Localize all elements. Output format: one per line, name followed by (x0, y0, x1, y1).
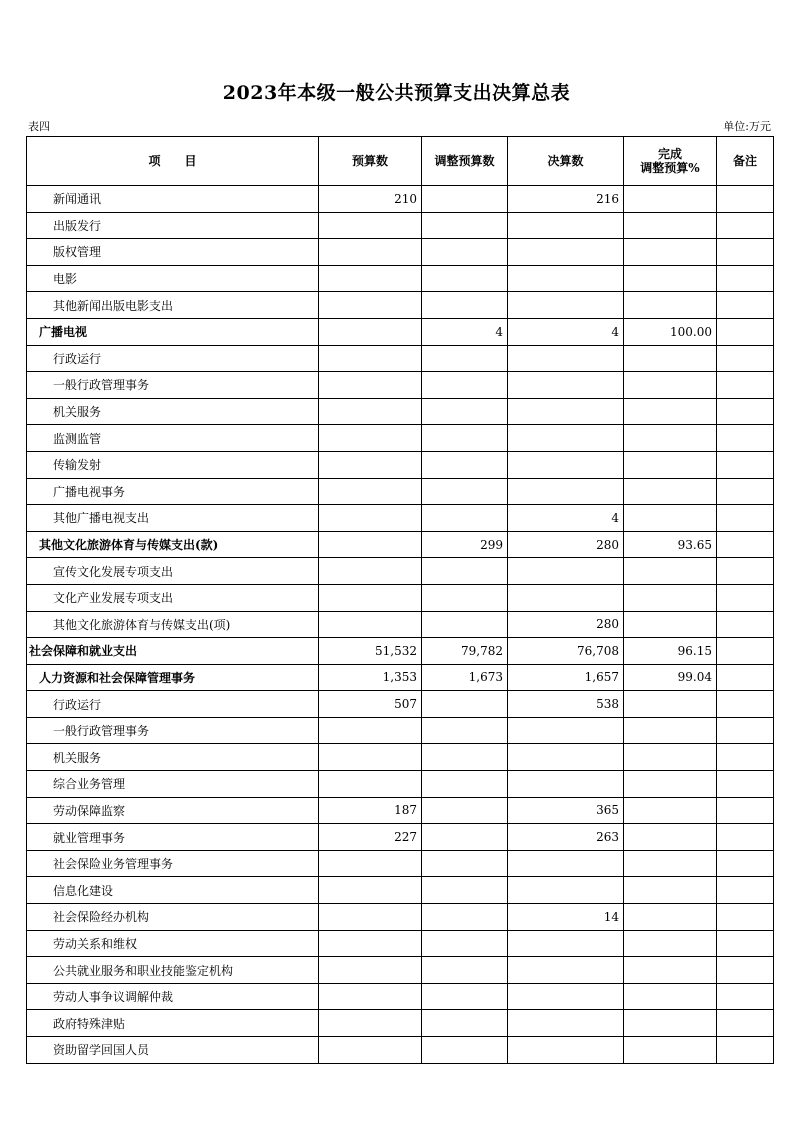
cell-budget: 51,532 (319, 638, 422, 665)
cell-budget (319, 345, 422, 372)
cell-completion-pct (624, 425, 717, 452)
cell-item-name: 其他文化旅游体育与传媒支出(款) (27, 531, 319, 558)
cell-final (508, 584, 624, 611)
cell-item-name: 监测监管 (27, 425, 319, 452)
cell-completion-pct (624, 957, 717, 984)
cell-budget (319, 877, 422, 904)
cell-budget (319, 318, 422, 345)
cell-completion-pct (624, 983, 717, 1010)
cell-adjusted-budget (422, 824, 508, 851)
table-row (27, 638, 774, 665)
cell-final: 1,657 (508, 664, 624, 691)
cell-final: 538 (508, 691, 624, 718)
cell-budget (319, 425, 422, 452)
cell-final (508, 451, 624, 478)
cell-item-name: 电影 (27, 265, 319, 292)
cell-budget: 210 (319, 186, 422, 213)
cell-item-name: 公共就业服务和职业技能鉴定机构 (27, 957, 319, 984)
table-row (27, 212, 774, 239)
unit-label: 单位:万元 (723, 120, 771, 133)
cell-completion-pct (624, 239, 717, 266)
cell-final (508, 877, 624, 904)
cell-item-name: 劳动保障监察 (27, 797, 319, 824)
cell-final (508, 425, 624, 452)
cell-adjusted-budget (422, 957, 508, 984)
table-row (27, 292, 774, 319)
cell-item-name: 机关服务 (27, 398, 319, 425)
cell-item-name: 人力资源和社会保障管理事务 (27, 664, 319, 691)
cell-item-name: 社会保险经办机构 (27, 904, 319, 931)
cell-completion-pct (624, 904, 717, 931)
cell-completion-pct: 93.65 (624, 531, 717, 558)
table-row (27, 398, 774, 425)
table-row (27, 531, 774, 558)
cell-item-name: 宣传文化发展专项支出 (27, 558, 319, 585)
cell-item-name: 文化产业发展专项支出 (27, 584, 319, 611)
cell-budget (319, 904, 422, 931)
cell-item-name: 广播电视事务 (27, 478, 319, 505)
cell-item-name: 行政运行 (27, 345, 319, 372)
cell-item-name: 版权管理 (27, 239, 319, 266)
cell-note (717, 265, 774, 292)
cell-adjusted-budget: 79,782 (422, 638, 508, 665)
cell-budget (319, 1037, 422, 1064)
cell-budget: 1,353 (319, 664, 422, 691)
cell-item-name: 信息化建设 (27, 877, 319, 904)
cell-adjusted-budget (422, 691, 508, 718)
cell-note (717, 1010, 774, 1037)
cell-note (717, 957, 774, 984)
cell-item-name: 传输发射 (27, 451, 319, 478)
cell-budget (319, 531, 422, 558)
cell-item-name: 劳动关系和维权 (27, 930, 319, 957)
table-row (27, 717, 774, 744)
table-row (27, 451, 774, 478)
cell-final: 216 (508, 186, 624, 213)
cell-completion-pct (624, 611, 717, 638)
cell-note (717, 930, 774, 957)
cell-note (717, 1037, 774, 1064)
cell-budget (319, 558, 422, 585)
cell-completion-pct (624, 372, 717, 399)
cell-completion-pct (624, 292, 717, 319)
table-row (27, 265, 774, 292)
table-row (27, 1037, 774, 1064)
cell-budget (319, 212, 422, 239)
cell-completion-pct (624, 212, 717, 239)
table-row (27, 983, 774, 1010)
cell-completion-pct (624, 451, 717, 478)
cell-note (717, 904, 774, 931)
cell-final: 263 (508, 824, 624, 851)
cell-budget (319, 584, 422, 611)
cell-note (717, 717, 774, 744)
table-number: 表四 (28, 120, 50, 133)
column-header-adjusted: 调整预算数 (422, 137, 508, 186)
cell-adjusted-budget (422, 478, 508, 505)
cell-completion-pct (624, 186, 717, 213)
cell-completion-pct (624, 265, 717, 292)
cell-final (508, 1037, 624, 1064)
column-header-item: 项 目 (27, 137, 319, 186)
page-title: 2023年本级一般公共预算支出决算总表 (222, 82, 571, 104)
cell-adjusted-budget (422, 983, 508, 1010)
table-row (27, 345, 774, 372)
column-header-completion-line: 完成 (657, 147, 682, 161)
cell-note (717, 186, 774, 213)
table-row (27, 611, 774, 638)
table-row (27, 771, 774, 798)
cell-completion-pct (624, 1037, 717, 1064)
cell-completion-pct (624, 398, 717, 425)
cell-final (508, 345, 624, 372)
cell-final (508, 744, 624, 771)
cell-item-name: 其他文化旅游体育与传媒支出(项) (27, 611, 319, 638)
cell-adjusted-budget: 299 (422, 531, 508, 558)
cell-adjusted-budget (422, 744, 508, 771)
cell-completion-pct: 100.00 (624, 318, 717, 345)
table-row (27, 957, 774, 984)
cell-item-name: 社会保障和就业支出 (27, 638, 319, 665)
cell-note (717, 584, 774, 611)
cell-completion-pct (624, 930, 717, 957)
table-row (27, 691, 774, 718)
cell-completion-pct: 99.04 (624, 664, 717, 691)
cell-adjusted-budget (422, 584, 508, 611)
cell-final: 280 (508, 611, 624, 638)
column-header-completion-line: 调整预算% (640, 161, 700, 175)
cell-note (717, 664, 774, 691)
table-row (27, 744, 774, 771)
table-row (27, 584, 774, 611)
cell-adjusted-budget (422, 1010, 508, 1037)
cell-adjusted-budget (422, 239, 508, 266)
cell-completion-pct: 96.15 (624, 638, 717, 665)
cell-note (717, 451, 774, 478)
cell-note (717, 877, 774, 904)
cell-adjusted-budget (422, 265, 508, 292)
cell-note (717, 292, 774, 319)
cell-item-name: 综合业务管理 (27, 771, 319, 798)
cell-item-name: 行政运行 (27, 691, 319, 718)
cell-note (717, 505, 774, 532)
cell-note (717, 478, 774, 505)
cell-final (508, 983, 624, 1010)
column-header-budget: 预算数 (319, 137, 422, 186)
cell-note (717, 531, 774, 558)
cell-final (508, 957, 624, 984)
cell-final (508, 398, 624, 425)
cell-budget (319, 398, 422, 425)
cell-budget: 187 (319, 797, 422, 824)
cell-note (717, 983, 774, 1010)
cell-note (717, 425, 774, 452)
cell-completion-pct (624, 771, 717, 798)
cell-adjusted-budget (422, 1037, 508, 1064)
table-header (27, 137, 774, 186)
cell-completion-pct (624, 478, 717, 505)
table-body (27, 186, 774, 1064)
cell-adjusted-budget (422, 186, 508, 213)
cell-budget (319, 957, 422, 984)
cell-note (717, 638, 774, 665)
cell-adjusted-budget (422, 398, 508, 425)
table-row (27, 372, 774, 399)
cell-item-name: 资助留学回国人员 (27, 1037, 319, 1064)
table-row (27, 797, 774, 824)
cell-final (508, 212, 624, 239)
cell-note (717, 558, 774, 585)
cell-note (717, 318, 774, 345)
cell-item-name: 政府特殊津贴 (27, 1010, 319, 1037)
cell-adjusted-budget (422, 212, 508, 239)
table-row (27, 318, 774, 345)
cell-budget (319, 850, 422, 877)
cell-adjusted-budget: 4 (422, 318, 508, 345)
cell-note (717, 797, 774, 824)
cell-final (508, 372, 624, 399)
column-header-final: 决算数 (508, 137, 624, 186)
cell-adjusted-budget (422, 372, 508, 399)
cell-final: 365 (508, 797, 624, 824)
cell-completion-pct (624, 345, 717, 372)
cell-adjusted-budget (422, 451, 508, 478)
table-row (27, 425, 774, 452)
cell-adjusted-budget (422, 345, 508, 372)
cell-item-name: 出版发行 (27, 212, 319, 239)
cell-final: 76,708 (508, 638, 624, 665)
cell-completion-pct (624, 797, 717, 824)
cell-adjusted-budget (422, 717, 508, 744)
cell-adjusted-budget (422, 797, 508, 824)
table-row (27, 930, 774, 957)
cell-budget (319, 1010, 422, 1037)
cell-budget (319, 717, 422, 744)
cell-adjusted-budget (422, 292, 508, 319)
cell-budget (319, 983, 422, 1010)
cell-adjusted-budget (422, 611, 508, 638)
cell-budget (319, 611, 422, 638)
cell-final (508, 717, 624, 744)
cell-adjusted-budget (422, 558, 508, 585)
cell-completion-pct (624, 717, 717, 744)
table-row (27, 558, 774, 585)
cell-budget (319, 239, 422, 266)
cell-item-name: 劳动人事争议调解仲裁 (27, 983, 319, 1010)
cell-budget (319, 292, 422, 319)
cell-budget (319, 451, 422, 478)
cell-item-name: 社会保险业务管理事务 (27, 850, 319, 877)
cell-item-name: 广播电视 (27, 318, 319, 345)
cell-budget (319, 265, 422, 292)
expenditure-table (26, 136, 774, 1064)
cell-item-name: 其他新闻出版电影支出 (27, 292, 319, 319)
table-row (27, 478, 774, 505)
cell-completion-pct (624, 850, 717, 877)
cell-completion-pct (624, 877, 717, 904)
cell-note (717, 771, 774, 798)
cell-completion-pct (624, 691, 717, 718)
cell-item-name: 一般行政管理事务 (27, 717, 319, 744)
table-row (27, 1010, 774, 1037)
table-row (27, 664, 774, 691)
cell-adjusted-budget (422, 877, 508, 904)
cell-budget (319, 505, 422, 532)
cell-adjusted-budget (422, 930, 508, 957)
cell-completion-pct (624, 824, 717, 851)
cell-adjusted-budget: 1,673 (422, 664, 508, 691)
cell-final: 4 (508, 505, 624, 532)
table-row (27, 904, 774, 931)
cell-item-name: 其他广播电视支出 (27, 505, 319, 532)
cell-item-name: 机关服务 (27, 744, 319, 771)
cell-adjusted-budget (422, 771, 508, 798)
cell-final: 280 (508, 531, 624, 558)
table-row (27, 824, 774, 851)
cell-budget (319, 771, 422, 798)
cell-final (508, 1010, 624, 1037)
cell-final (508, 558, 624, 585)
cell-item-name: 一般行政管理事务 (27, 372, 319, 399)
cell-completion-pct (624, 558, 717, 585)
cell-final (508, 850, 624, 877)
cell-budget (319, 744, 422, 771)
cell-note (717, 850, 774, 877)
table-row (27, 505, 774, 532)
cell-adjusted-budget (422, 425, 508, 452)
column-header-note: 备注 (717, 137, 774, 186)
cell-final (508, 239, 624, 266)
cell-budget (319, 372, 422, 399)
cell-budget (319, 930, 422, 957)
cell-budget: 507 (319, 691, 422, 718)
cell-note (717, 372, 774, 399)
cell-note (717, 398, 774, 425)
cell-adjusted-budget (422, 904, 508, 931)
cell-item-name: 新闻通讯 (27, 186, 319, 213)
cell-note (717, 239, 774, 266)
cell-final (508, 478, 624, 505)
cell-note (717, 345, 774, 372)
cell-adjusted-budget (422, 850, 508, 877)
cell-note (717, 691, 774, 718)
table-row (27, 877, 774, 904)
table-row (27, 186, 774, 213)
table-row (27, 850, 774, 877)
column-header-completion (624, 137, 717, 186)
cell-completion-pct (624, 744, 717, 771)
table-row (27, 239, 774, 266)
cell-final (508, 265, 624, 292)
cell-note (717, 824, 774, 851)
cell-final (508, 930, 624, 957)
cell-final: 4 (508, 318, 624, 345)
cell-note (717, 744, 774, 771)
cell-completion-pct (624, 1010, 717, 1037)
cell-completion-pct (624, 584, 717, 611)
cell-note (717, 611, 774, 638)
cell-final (508, 292, 624, 319)
cell-note (717, 212, 774, 239)
cell-budget (319, 478, 422, 505)
cell-adjusted-budget (422, 505, 508, 532)
cell-final: 14 (508, 904, 624, 931)
cell-budget: 227 (319, 824, 422, 851)
cell-completion-pct (624, 505, 717, 532)
cell-item-name: 就业管理事务 (27, 824, 319, 851)
cell-final (508, 771, 624, 798)
